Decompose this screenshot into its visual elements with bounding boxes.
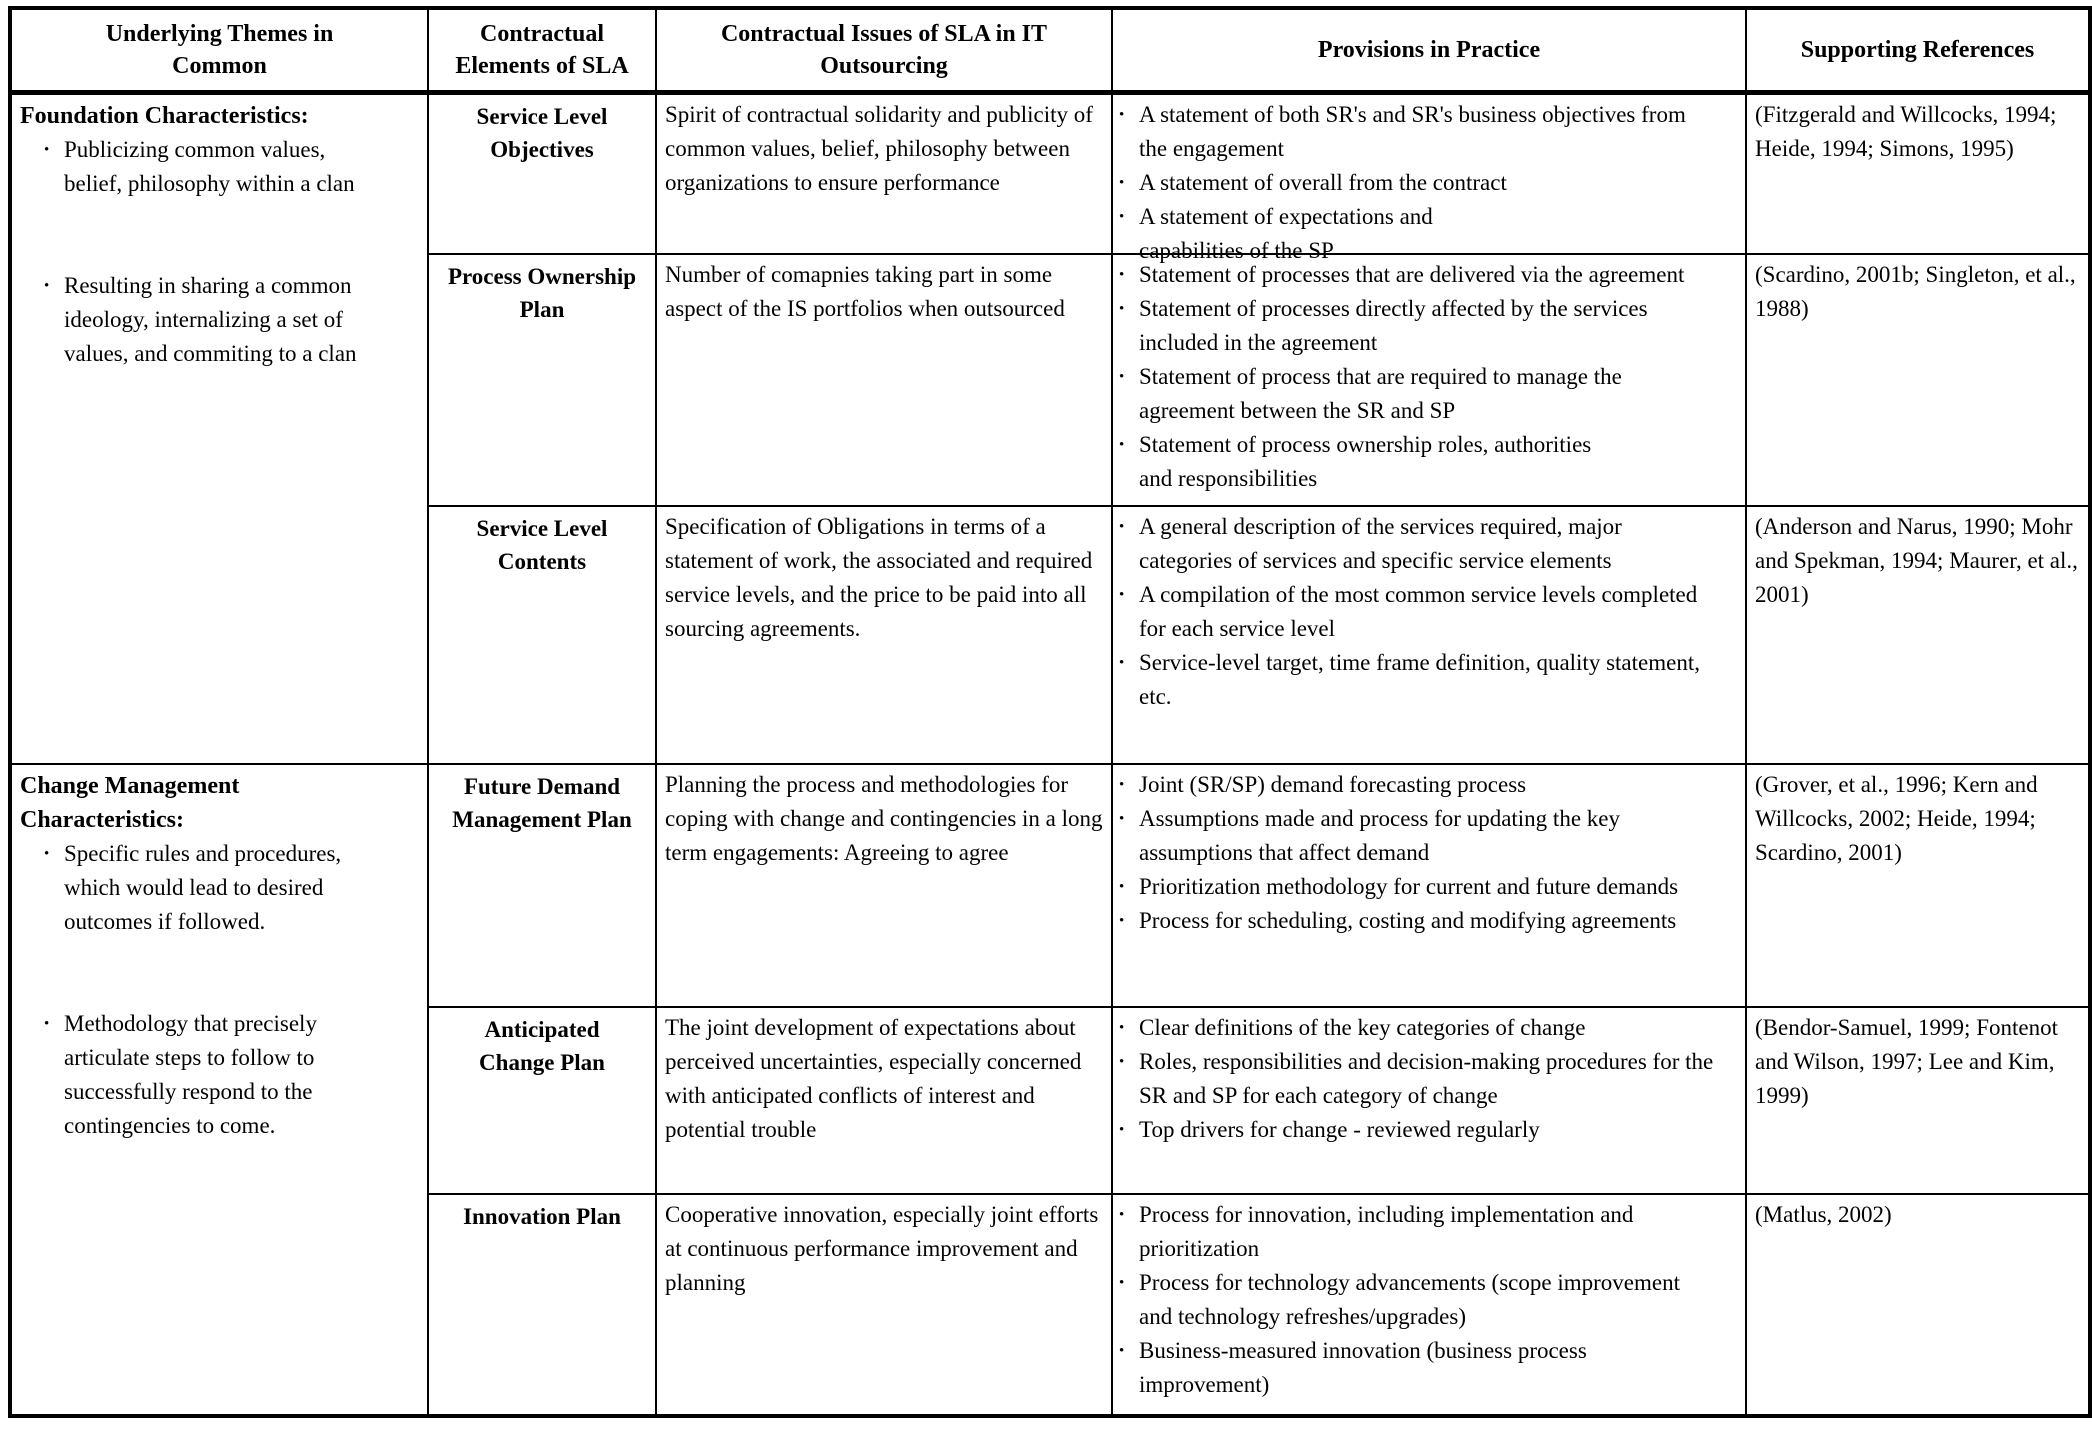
bullet-icon: • xyxy=(1119,301,1125,317)
bullet-icon: • xyxy=(1119,1275,1125,1291)
references-cell: (Grover, et al., 1996; Kern and Willcocks, 2002; Heide, 1994; Scardino, 2001) xyxy=(1746,764,2090,1007)
issue-cell: Spirit of contractual solidarity and publicity of common values, belief, philosophy between organizations to ensure performance xyxy=(656,92,1112,254)
bullet-icon: • xyxy=(1119,437,1125,453)
issue-cell: Planning the process and methodologies for coping with change and contingencies in a long term engagements: Agreeing to agree xyxy=(656,764,1112,1007)
provision-item: • A statement of expectations and xyxy=(1119,200,1741,234)
provisions-cell xyxy=(1112,764,1746,1007)
bullet-icon: • xyxy=(1119,913,1125,929)
sla-comparison-table xyxy=(8,6,2092,1418)
issue-cell: Specification of Obligations in terms of a statement of work, the associated and required service levels, and the price to be paid into all sourcing agreements. xyxy=(656,506,1112,764)
theme-bullet-text: Methodology that precisely articulate steps to follow to successfully respond to the contingencies to come. xyxy=(64,1011,317,1138)
column-header-underlying-themes: Underlying Themes in Common xyxy=(10,8,428,92)
references-cell: (Scardino, 2001b; Singleton, et al., 1988) xyxy=(1746,254,2090,506)
provisions-cell xyxy=(1112,92,1746,263)
bullet-icon: • xyxy=(1119,1020,1125,1036)
bullet-icon: • xyxy=(1119,267,1125,283)
column-header-provisions: Provisions in Practice xyxy=(1112,8,1746,92)
references-cell: (Bendor-Samuel, 1999; Fontenot and Wilson, 1997; Lee and Kim, 1999) xyxy=(1746,1007,2090,1194)
issue-cell: The joint development of expectations about perceived uncertainties, especially concerned with anticipated conflicts of interest and potential trouble xyxy=(656,1007,1112,1194)
bullet-icon: • xyxy=(44,846,50,862)
provision-item: • Prioritization methodology for current and future demands xyxy=(1119,870,1741,904)
bullet-icon: • xyxy=(44,141,50,158)
provision-item: • Top drivers for change - reviewed regularly xyxy=(1119,1113,1741,1147)
provisions-cell xyxy=(1112,1194,1746,1416)
element-cell: Process Ownership Plan xyxy=(428,254,656,506)
provision-item: • Statement of process ownership roles, authorities xyxy=(1119,428,1741,462)
theme-bullet-item xyxy=(44,133,421,201)
provision-item: • Joint (SR/SP) demand forecasting process xyxy=(1119,768,1741,802)
bullet-icon: • xyxy=(1119,1343,1125,1359)
bullet-icon: • xyxy=(1119,519,1125,535)
bullet-icon: • xyxy=(1119,1122,1125,1138)
bullet-icon: • xyxy=(1119,1054,1125,1070)
theme-bullet-text: Resulting in sharing a common ideology, internalizing a set of values, and commiting to a clan xyxy=(64,272,357,366)
provision-item: • A statement of overall from the contract xyxy=(1119,166,1741,200)
provisions-cell xyxy=(1112,506,1746,764)
bullet-icon: • xyxy=(1119,811,1125,827)
provisions-cell xyxy=(1112,1007,1746,1194)
theme-bullet-item xyxy=(44,1007,421,1143)
column-header-contractual-elements: Contractual Elements of SLA xyxy=(428,8,656,92)
element-cell: Innovation Plan xyxy=(428,1194,656,1416)
table-row xyxy=(10,92,2090,254)
issue-cell: Number of comapnies taking part in some aspect of the IS portfolios when outsourced xyxy=(656,254,1112,506)
bullet-icon: • xyxy=(1119,208,1125,225)
bullet-icon: • xyxy=(1119,655,1125,671)
theme-bullet-item xyxy=(44,837,421,939)
bullet-icon: • xyxy=(1119,587,1125,603)
provision-item: • Process for scheduling, costing and modifying agreements xyxy=(1119,904,1741,938)
provision-item: • A compilation of the most common service levels completed for each service level xyxy=(1119,578,1741,646)
provision-item: • Business-measured innovation (business process improvement) xyxy=(1119,1334,1741,1402)
clipped-text-line: capabilities of the SP xyxy=(1139,237,1334,263)
provision-item: • Process for innovation, including implementation and prioritization xyxy=(1119,1198,1741,1266)
element-cell: Anticipated Change Plan xyxy=(428,1007,656,1194)
bullet-icon: • xyxy=(1119,777,1125,793)
bullet-icon: • xyxy=(1119,369,1125,385)
provision-item: • A general description of the services required, major categories of services and specific service elements xyxy=(1119,510,1741,578)
provisions-cell xyxy=(1112,254,1746,506)
header-row xyxy=(10,8,2090,92)
bullet-icon: • xyxy=(1119,174,1125,191)
element-cell: Service Level Objectives xyxy=(428,92,656,254)
element-cell: Service Level Contents xyxy=(428,506,656,764)
provision-item: • Service-level target, time frame definition, quality statement, etc. xyxy=(1119,646,1741,714)
provision-item: • Statement of processes directly affected by the services included in the agreement xyxy=(1119,292,1741,360)
provision-item: • Assumptions made and process for updating the key assumptions that affect demand xyxy=(1119,802,1741,870)
references-cell: (Fitzgerald and Willcocks, 1994; Heide, 1994; Simons, 1995) xyxy=(1746,92,2090,254)
bullet-icon: • xyxy=(1119,1207,1125,1223)
provision-item: • Statement of process that are required to manage the agreement between the SR and SP xyxy=(1119,360,1741,428)
provision-item: • Roles, responsibilities and decision-making procedures for the SR and SP for each category of change xyxy=(1119,1045,1741,1113)
issue-cell: Cooperative innovation, especially joint efforts at continuous performance improvement and planning xyxy=(656,1194,1112,1416)
provision-item: • Process for technology advancements (scope improvement and technology refreshes/upgrades) xyxy=(1119,1266,1741,1334)
element-cell: Future Demand Management Plan xyxy=(428,764,656,1007)
theme-bullet-text: Specific rules and procedures, which would lead to desired outcomes if followed. xyxy=(64,841,342,934)
theme-title: Foundation Characteristics: xyxy=(20,102,309,129)
theme-cell-foundation xyxy=(10,92,428,764)
theme-title: Change Management Characteristics: xyxy=(20,773,240,833)
theme-cell-change-management xyxy=(10,764,428,1416)
clipped-text-line: and responsibilities xyxy=(1139,466,1318,491)
bullet-icon: • xyxy=(1119,879,1125,895)
column-header-references: Supporting References xyxy=(1746,8,2090,92)
theme-bullet-text: Publicizing common values, belief, philosophy within a clan xyxy=(64,136,355,196)
references-cell: (Matlus, 2002) xyxy=(1746,1194,2090,1416)
provision-item: • Clear definitions of the key categories of change xyxy=(1119,1011,1741,1045)
bullet-icon: • xyxy=(44,277,50,294)
provision-item: • Statement of processes that are delivered via the agreement xyxy=(1119,258,1741,292)
provision-item: • A statement of both SR's and SR's business objectives from the engagement xyxy=(1119,98,1741,166)
references-cell: (Anderson and Narus, 1990; Mohr and Spekman, 1994; Maurer, et al., 2001) xyxy=(1746,506,2090,764)
bullet-icon: • xyxy=(1119,106,1125,123)
theme-bullet-item xyxy=(44,269,421,371)
column-header-contractual-issues: Contractual Issues of SLA in IT Outsourcing xyxy=(656,8,1112,92)
bullet-icon: • xyxy=(44,1016,50,1032)
table-row xyxy=(10,764,2090,1007)
